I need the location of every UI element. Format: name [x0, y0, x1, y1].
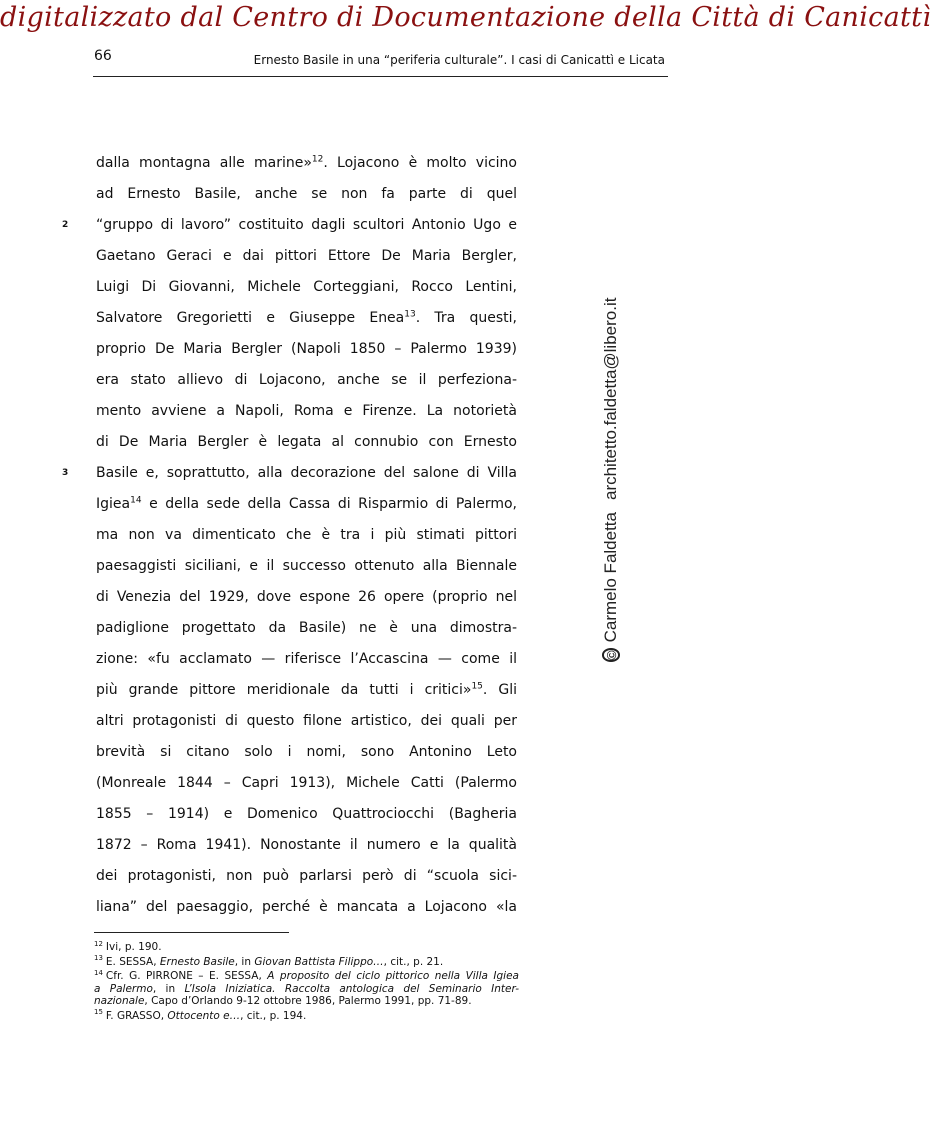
text-line: Gaetano Geraci e dai pittori Ettore De Maria Bergler,	[96, 248, 517, 264]
footnote: $^{13}$ E. SESSA, Ernesto Basile, in Giovan Battista Filippo…, cit., p. 21.	[94, 954, 444, 968]
text-line: paesaggisti siciliani, e il successo ottenuto alla Biennale	[96, 558, 517, 574]
footnote-ref: 14	[130, 495, 142, 506]
page-number: 66	[94, 48, 112, 64]
text-line: brevità si citano solo i nomi, sono Antonino Leto	[96, 744, 517, 760]
text-line: 1855 – 1914) e Domenico Quattrociocchi (Bagheria	[96, 806, 517, 822]
text-line: (Monreale 1844 – Capri 1913), Michele Catti (Palermo	[96, 775, 517, 791]
text-line: 1872 – Roma 1941). Nonostante il numero e la qualità	[96, 837, 517, 853]
watermark-top: digitalizzato dal Centro di Documentazione della Città di Canicattì	[0, 2, 931, 33]
text-line: proprio De Maria Bergler (Napoli 1850 – Palermo 1939)	[96, 341, 517, 357]
side-email: architetto.faldetta@libero.it	[601, 297, 620, 501]
text-line: ma non va dimenticato che è tra i più stimati pittori	[96, 527, 517, 543]
text-line: zione: «fu acclamato — riferisce l’Accascina — come il	[96, 651, 517, 667]
footnote-rule	[94, 932, 289, 933]
footnotes	[94, 941, 519, 1024]
footnote-ref: 12	[311, 154, 324, 165]
text-line: di De Maria Bergler è legata al connubio con Ernesto	[96, 434, 517, 450]
text-line: altri protagonisti di questo filone artistico, dei quali per	[96, 713, 517, 729]
text-line: era stato allievo di Lojacono, anche se il perfeziona-	[96, 372, 517, 388]
body-text	[96, 148, 517, 923]
text-line: più grande pittore meridionale da tutti i critici»$^{15}$. Gli	[96, 681, 517, 698]
running-header: Ernesto Basile in una “periferia culturale”. I casi di Canicattì e Licata	[253, 53, 665, 67]
text-line: “gruppo di lavoro” costituito dagli scultori Antonio Ugo e	[96, 217, 517, 233]
text-line: di Venezia del 1929, dove espone 26 opere (proprio nel	[96, 589, 517, 605]
margin-number: 3	[62, 468, 69, 478]
text-line: Luigi Di Giovanni, Michele Corteggiani, Rocco Lentini,	[96, 279, 517, 295]
text-line: padiglione progettato da Basile) ne è una dimostra-	[96, 620, 517, 636]
text-line: Igiea$^{14}$ e della sede della Cassa di Risparmio di Palermo,	[96, 495, 517, 512]
copyright-icon: ©	[603, 650, 619, 660]
footnote-ref: 13	[404, 309, 416, 320]
text-line: dei protagonisti, non può parlarsi però di “scuola sici-	[96, 868, 517, 884]
footnote-ref: 15	[471, 681, 483, 692]
margin-number: 2	[62, 220, 69, 230]
footnote: $^{15}$ F. GRASSO, Ottocento e…, cit., p. 194.	[94, 1008, 307, 1022]
text-line: dalla montagna alle marine»$^{12}$. Lojacono è molto vicino	[96, 154, 517, 171]
text-line: Basile e, soprattutto, alla decorazione del salone di Villa	[96, 465, 517, 481]
footnote: $^{12}$ Ivi, p. 190.	[94, 939, 162, 953]
text-line: mento avviene a Napoli, Roma e Firenze. La notorietà	[96, 403, 517, 419]
header-rule	[93, 76, 668, 77]
side-author: Carmelo Faldetta	[601, 512, 620, 643]
footnote: $^{14}$ Cfr. G. PIRRONE – E. SESSA, A proposito del ciclo pittorico nella Villa Igiea a Palermo, in L’Isola Iniziatica. Raccolta antologica del Seminario Inter- nazionale, Capo d’Orlando 9-12 ottobre 1986, Palermo 1991, pp. 71-89.	[94, 968, 519, 1007]
text-line: liana” del paesaggio, perché è mancata a Lojacono «la	[96, 899, 517, 915]
text-line: Salvatore Gregorietti e Giuseppe Enea$^{13}$. Tra questi,	[96, 309, 517, 326]
side-watermark	[598, 297, 624, 662]
text-line: ad Ernesto Basile, anche se non fa parte di quel	[96, 186, 517, 202]
